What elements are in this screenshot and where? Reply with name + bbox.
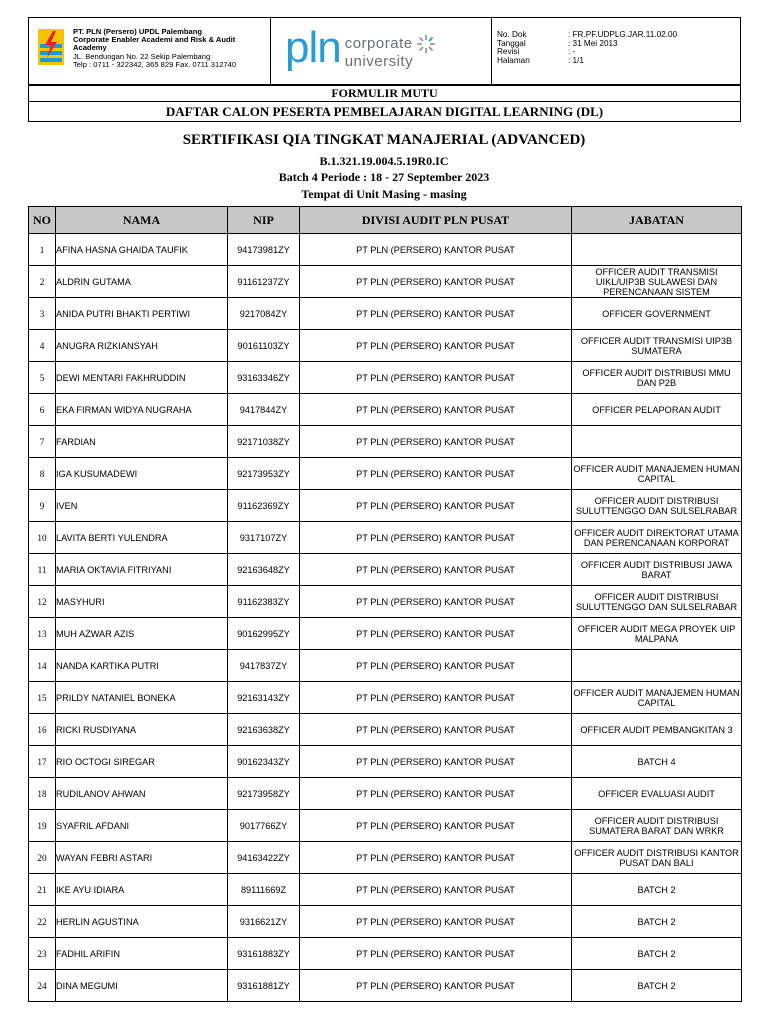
table-row bbox=[29, 426, 742, 458]
participant-name: NANDA KARTIKA PUTRI bbox=[56, 650, 228, 682]
document-header bbox=[28, 17, 741, 85]
participant-division: PT PLN (PERSERO) KANTOR PUSAT bbox=[300, 746, 572, 778]
participant-nip: 9316621ZY bbox=[228, 906, 300, 938]
column-header: JABATAN bbox=[572, 207, 742, 234]
participant-division: PT PLN (PERSERO) KANTOR PUSAT bbox=[300, 298, 572, 330]
participant-position bbox=[572, 426, 742, 458]
participant-position: BATCH 2 bbox=[572, 874, 742, 906]
participant-division: PT PLN (PERSERO) KANTOR PUSAT bbox=[300, 362, 572, 394]
participant-nip: 93161881ZY bbox=[228, 970, 300, 1002]
participant-name: RIO OCTOGI SIREGAR bbox=[56, 746, 228, 778]
participant-position: OFFICER AUDIT DISTRIBUSI JAWA BARAT bbox=[572, 554, 742, 586]
participant-position: OFFICER AUDIT DISTRIBUSI SULUTTENGGO DAN SULSELRABAR bbox=[572, 490, 742, 522]
participant-name: MASYHURI bbox=[56, 586, 228, 618]
row-number: 9 bbox=[29, 490, 56, 522]
participant-division: PT PLN (PERSERO) KANTOR PUSAT bbox=[300, 490, 572, 522]
participant-name: HERLIN AGUSTINA bbox=[56, 906, 228, 938]
row-number: 17 bbox=[29, 746, 56, 778]
row-number: 15 bbox=[29, 682, 56, 714]
participant-nip: 90161103ZY bbox=[228, 330, 300, 362]
participant-division: PT PLN (PERSERO) KANTOR PUSAT bbox=[300, 650, 572, 682]
participant-division: PT PLN (PERSERO) KANTOR PUSAT bbox=[300, 810, 572, 842]
row-number: 1 bbox=[29, 234, 56, 266]
participant-position: BATCH 2 bbox=[572, 970, 742, 1002]
participant-position: OFFICER AUDIT MANAJEMEN HUMAN CAPITAL bbox=[572, 458, 742, 490]
participant-position: BATCH 2 bbox=[572, 906, 742, 938]
participant-table bbox=[28, 206, 742, 1002]
participant-name: ANIDA PUTRI BHAKTI PERTIWI bbox=[56, 298, 228, 330]
form-label: FORMULIR MUTU bbox=[28, 85, 741, 102]
metadata-value: : 1/1 bbox=[568, 55, 584, 65]
metadata-value: : 31 Mei 2013 bbox=[568, 38, 618, 48]
participant-position: OFFICER GOVERNMENT bbox=[572, 298, 742, 330]
row-number: 18 bbox=[29, 778, 56, 810]
participant-division: PT PLN (PERSERO) KANTOR PUSAT bbox=[300, 714, 572, 746]
organization-line: PT. PLN (Persero) UPDL Palembang bbox=[73, 27, 202, 36]
table-row bbox=[29, 234, 742, 266]
row-number: 13 bbox=[29, 618, 56, 650]
participant-nip: 92173958ZY bbox=[228, 778, 300, 810]
participant-name: IGA KUSUMADEWI bbox=[56, 458, 228, 490]
row-number: 5 bbox=[29, 362, 56, 394]
organization-block bbox=[29, 18, 271, 84]
participant-name: PRILDY NATANIEL BONEKA bbox=[56, 682, 228, 714]
participant-nip: 92163648ZY bbox=[228, 554, 300, 586]
row-number: 20 bbox=[29, 842, 56, 874]
participant-position: OFFICER AUDIT MANAJEMEN HUMAN CAPITAL bbox=[572, 682, 742, 714]
participant-division: PT PLN (PERSERO) KANTOR PUSAT bbox=[300, 586, 572, 618]
table-row bbox=[29, 362, 742, 394]
metadata-value: : FR.PF.UDPLG.JAR.11.02.00 bbox=[568, 30, 678, 39]
participant-position: OFFICER EVALUASI AUDIT bbox=[572, 778, 742, 810]
form-title: DAFTAR CALON PESERTA PEMBELAJARAN DIGITAL LEARNING (DL) bbox=[28, 101, 741, 122]
participant-nip: 91162383ZY bbox=[228, 586, 300, 618]
table-row bbox=[29, 554, 742, 586]
pln-logo-icon bbox=[37, 28, 65, 66]
table-row bbox=[29, 490, 742, 522]
document-metadata bbox=[492, 18, 740, 84]
participant-nip: 92171038ZY bbox=[228, 426, 300, 458]
participant-division: PT PLN (PERSERO) KANTOR PUSAT bbox=[300, 330, 572, 362]
metadata-row bbox=[497, 40, 740, 49]
row-number: 6 bbox=[29, 394, 56, 426]
table-row bbox=[29, 650, 742, 682]
column-header: NAMA bbox=[56, 207, 228, 234]
participant-position: BATCH 2 bbox=[572, 938, 742, 970]
row-number: 8 bbox=[29, 458, 56, 490]
participant-name: IKE AYU IDIARA bbox=[56, 874, 228, 906]
table-row bbox=[29, 394, 742, 426]
participant-nip: 90162995ZY bbox=[228, 618, 300, 650]
row-number: 4 bbox=[29, 330, 56, 362]
participant-division: PT PLN (PERSERO) KANTOR PUSAT bbox=[300, 458, 572, 490]
row-number: 7 bbox=[29, 426, 56, 458]
row-number: 11 bbox=[29, 554, 56, 586]
program-batch: Batch 4 Periode : 18 - 27 September 2023 bbox=[278, 170, 490, 184]
participant-name: MARIA OKTAVIA FITRIYANI bbox=[56, 554, 228, 586]
table-row bbox=[29, 458, 742, 490]
participant-name: ALDRIN GUTAMA bbox=[56, 266, 228, 298]
logo-pln-text: pln bbox=[285, 23, 341, 72]
participant-nip: 9417837ZY bbox=[228, 650, 300, 682]
participant-division: PT PLN (PERSERO) KANTOR PUSAT bbox=[300, 874, 572, 906]
table-row bbox=[29, 618, 742, 650]
participant-nip: 9217084ZY bbox=[228, 298, 300, 330]
participant-division: PT PLN (PERSERO) KANTOR PUSAT bbox=[300, 618, 572, 650]
row-number: 16 bbox=[29, 714, 56, 746]
table-row bbox=[29, 682, 742, 714]
table-row bbox=[29, 266, 742, 298]
row-number: 24 bbox=[29, 970, 56, 1002]
participant-name: AFINA HASNA GHAIDA TAUFIK bbox=[56, 234, 228, 266]
organization-line: JL. Bendungan No. 22 Sekip Palembang bbox=[73, 51, 211, 61]
participant-name: RUDILANOV AHWAN bbox=[56, 778, 228, 810]
metadata-key: No. Dok bbox=[497, 30, 527, 39]
row-number: 21 bbox=[29, 874, 56, 906]
column-header: NIP bbox=[228, 207, 300, 234]
table-row bbox=[29, 586, 742, 618]
table-row bbox=[29, 714, 742, 746]
participant-division: PT PLN (PERSERO) KANTOR PUSAT bbox=[300, 842, 572, 874]
participant-name: IVEN bbox=[56, 490, 228, 522]
table-row bbox=[29, 970, 742, 1002]
participant-name: SYAFRIL AFDANI bbox=[56, 810, 228, 842]
participant-division: PT PLN (PERSERO) KANTOR PUSAT bbox=[300, 970, 572, 1002]
table-row bbox=[29, 330, 742, 362]
row-number: 23 bbox=[29, 938, 56, 970]
program-code: B.1.321.19.004.5.19R0.IC bbox=[319, 154, 449, 168]
participant-name: LAVITA BERTI YULENDRA bbox=[56, 522, 228, 554]
table-row bbox=[29, 810, 742, 842]
participant-position: OFFICER AUDIT TRANSMISI UIKL/UIP3B SULAWESI DAN PERENCANAAN SISTEM bbox=[572, 266, 742, 298]
row-number: 3 bbox=[29, 298, 56, 330]
participant-position: BATCH 4 bbox=[572, 746, 742, 778]
table-row bbox=[29, 298, 742, 330]
table-row bbox=[29, 522, 742, 554]
participant-name: FARDIAN bbox=[56, 426, 228, 458]
participant-division: PT PLN (PERSERO) KANTOR PUSAT bbox=[300, 778, 572, 810]
participant-nip: 90162343ZY bbox=[228, 746, 300, 778]
participant-division: PT PLN (PERSERO) KANTOR PUSAT bbox=[300, 266, 572, 298]
participant-position: OFFICER AUDIT DISTRIBUSI SULUTTENGGO DAN SULSELRABAR bbox=[572, 586, 742, 618]
pln-corporate-university-logo bbox=[271, 18, 492, 84]
participant-nip: 91162369ZY bbox=[228, 490, 300, 522]
participant-name: EKA FIRMAN WIDYA NUGRAHA bbox=[56, 394, 228, 426]
participant-nip: 93161883ZY bbox=[228, 938, 300, 970]
participant-name: DEWI MENTARI FAKHRUDDIN bbox=[56, 362, 228, 394]
table-header-row bbox=[29, 207, 742, 234]
participant-nip: 9017766ZY bbox=[228, 810, 300, 842]
participant-nip: 89111669Z bbox=[228, 874, 300, 906]
participant-division: PT PLN (PERSERO) KANTOR PUSAT bbox=[300, 554, 572, 586]
organization-address bbox=[73, 28, 270, 69]
starburst-icon bbox=[416, 34, 436, 54]
participant-position: OFFICER AUDIT MEGA PROYEK UIP MALPANA bbox=[572, 618, 742, 650]
row-number: 2 bbox=[29, 266, 56, 298]
participant-position: OFFICER AUDIT DIREKTORAT UTAMA DAN PERENCANAAN KORPORAT bbox=[572, 522, 742, 554]
participant-division: PT PLN (PERSERO) KANTOR PUSAT bbox=[300, 234, 572, 266]
row-number: 22 bbox=[29, 906, 56, 938]
metadata-row bbox=[497, 57, 740, 66]
metadata-key: Tanggal bbox=[497, 38, 526, 48]
metadata-value: : - bbox=[568, 47, 576, 57]
logo-corporate-text: corporate bbox=[344, 35, 413, 52]
participant-nip: 93163346ZY bbox=[228, 362, 300, 394]
participant-position: OFFICER AUDIT DISTRIBUSI KANTOR PUSAT DAN BALI bbox=[572, 842, 742, 874]
participant-name: MUH AZWAR AZIS bbox=[56, 618, 228, 650]
table-row bbox=[29, 746, 742, 778]
participant-position bbox=[572, 234, 742, 266]
participant-position: OFFICER AUDIT PEMBANGKITAN 3 bbox=[572, 714, 742, 746]
row-number: 12 bbox=[29, 586, 56, 618]
table-row bbox=[29, 874, 742, 906]
participant-nip: 94173981ZY bbox=[228, 234, 300, 266]
participant-position: OFFICER PELAPORAN AUDIT bbox=[572, 394, 742, 426]
logo-university-text: university bbox=[344, 52, 414, 70]
participant-position: OFFICER AUDIT DISTRIBUSI SUMATERA BARAT DAN WRKR bbox=[572, 810, 742, 842]
participant-name: FADHIL ARIFIN bbox=[56, 938, 228, 970]
table-row bbox=[29, 938, 742, 970]
metadata-row bbox=[497, 48, 740, 57]
participant-division: PT PLN (PERSERO) KANTOR PUSAT bbox=[300, 682, 572, 714]
participant-name: ANUGRA RIZKIANSYAH bbox=[56, 330, 228, 362]
program-location: Tempat di Unit Masing - masing bbox=[301, 187, 467, 201]
row-number: 19 bbox=[29, 810, 56, 842]
organization-line: Telp : 0711 - 322342, 365 829 Fax. 0711 312740 bbox=[73, 59, 237, 69]
metadata-key: Halaman bbox=[497, 55, 530, 65]
participant-nip: 91161237ZY bbox=[228, 266, 300, 298]
participant-division: PT PLN (PERSERO) KANTOR PUSAT bbox=[300, 426, 572, 458]
participant-position: OFFICER AUDIT TRANSMISI UIP3B SUMATERA bbox=[572, 330, 742, 362]
metadata-row bbox=[497, 31, 740, 40]
participant-position: OFFICER AUDIT DISTRIBUSI MMU DAN P2B bbox=[572, 362, 742, 394]
row-number: 14 bbox=[29, 650, 56, 682]
table-row bbox=[29, 778, 742, 810]
participant-nip: 92173953ZY bbox=[228, 458, 300, 490]
participant-division: PT PLN (PERSERO) KANTOR PUSAT bbox=[300, 938, 572, 970]
participant-division: PT PLN (PERSERO) KANTOR PUSAT bbox=[300, 394, 572, 426]
table-row bbox=[29, 906, 742, 938]
participant-nip: 92163143ZY bbox=[228, 682, 300, 714]
program-title: SERTIFIKASI QIA TINGKAT MANAJERIAL (ADVANCED) bbox=[182, 132, 586, 148]
participant-name: WAYAN FEBRI ASTARI bbox=[56, 842, 228, 874]
participant-nip: 92163638ZY bbox=[228, 714, 300, 746]
metadata-key: Revisi bbox=[497, 47, 520, 57]
participant-nip: 94163422ZY bbox=[228, 842, 300, 874]
organization-line: Corporate Enabler Academi and Risk & Audit Academy bbox=[73, 35, 236, 53]
participant-nip: 9417844ZY bbox=[228, 394, 300, 426]
row-number: 10 bbox=[29, 522, 56, 554]
column-header: NO bbox=[29, 207, 56, 234]
participant-nip: 9317107ZY bbox=[228, 522, 300, 554]
participant-position bbox=[572, 650, 742, 682]
participant-name: RICKI RUSDIYANA bbox=[56, 714, 228, 746]
participant-division: PT PLN (PERSERO) KANTOR PUSAT bbox=[300, 906, 572, 938]
participant-name: DINA MEGUMI bbox=[56, 970, 228, 1002]
table-row bbox=[29, 842, 742, 874]
column-header: DIVISI AUDIT PLN PUSAT bbox=[300, 207, 572, 234]
participant-division: PT PLN (PERSERO) KANTOR PUSAT bbox=[300, 522, 572, 554]
